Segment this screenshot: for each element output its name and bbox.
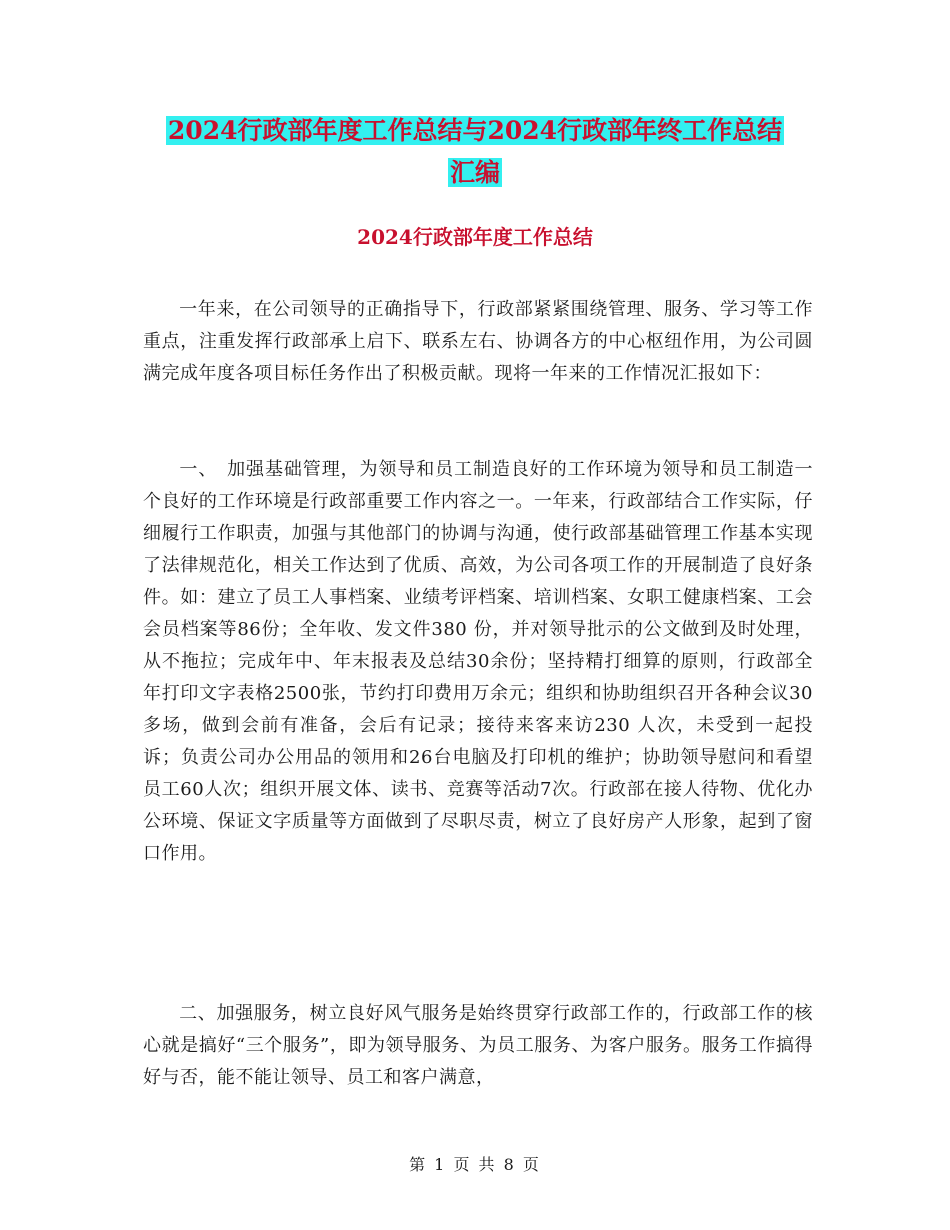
document-title-line1 xyxy=(0,112,950,150)
paragraph-intro xyxy=(143,294,813,390)
paragraph-service xyxy=(143,998,813,1094)
document-title-line2 xyxy=(0,154,950,192)
document-title-text-2: 汇编 xyxy=(449,158,500,187)
page-footer: 第 1 页 共 8 页 xyxy=(409,1155,541,1174)
paragraph-basic-management xyxy=(143,454,813,870)
paragraph-service-text: 二、加强服务，树立良好风气服务是始终贯穿行政部工作的，行政部工作的核心就是搞好“三个服务”，即为领导服务、为员工服务、为客户服务。服务工作搞得好与否，能不能让领导、员工和客户满意， xyxy=(143,1003,813,1088)
paragraph-basic-management-text: 一、 加强基础管理，为领导和员工制造良好的工作环境为领导和员工制造一个良好的工作环境是行政部重要工作内容之一。一年来，行政部结合工作实际，仔细履行工作职责，加强与其他部门的协调与沟通，使行政部基础管理工作基本实现了法律规范化，相关工作达到了优质、高效，为公司各项工作的开展制造了良好条件。如：建立了员工人事档案、业绩考评档案、培训档案、女职工健康档案、工会会员档案等86份；全年收、发文件380 份，并对领导批示的公文做到及时处理，从不拖拉；完成年中、年末报表及总结30余份；坚持精打细算的原则，行政部全年打印文字表格2500张，节约打印费用万余元；组织和协助组织召开各种会议30多场，做到会前有准备，会后有记录；接待来客来访230 人次，未受到一起投诉；负责公司办公用品的领用和26台电脑及打印机的维护；协助领导慰问和看望员工60人次；组织开展文体、读书、竞赛等活动7次。行政部在接人待物、优化办公环境、保证文字质量等方面做到了尽职尽责，树立了良好房产人形象，起到了窗口作用。 xyxy=(143,459,813,864)
document-title-text-1: 2024行政部年度工作总结与2024行政部年终工作总结 xyxy=(167,116,783,145)
paragraph-intro-text: 一年来，在公司领导的正确指导下，行政部紧紧围绕管理、服务、学习等工作重点，注重发挥行政部承上启下、联系左右、协调各方的中心枢纽作用，为公司圆满完成年度各项目标任务作出了积极贡献。现将一年来的工作情况汇报如下： xyxy=(143,299,813,384)
section-title: 2024行政部年度工作总结 xyxy=(357,225,593,249)
